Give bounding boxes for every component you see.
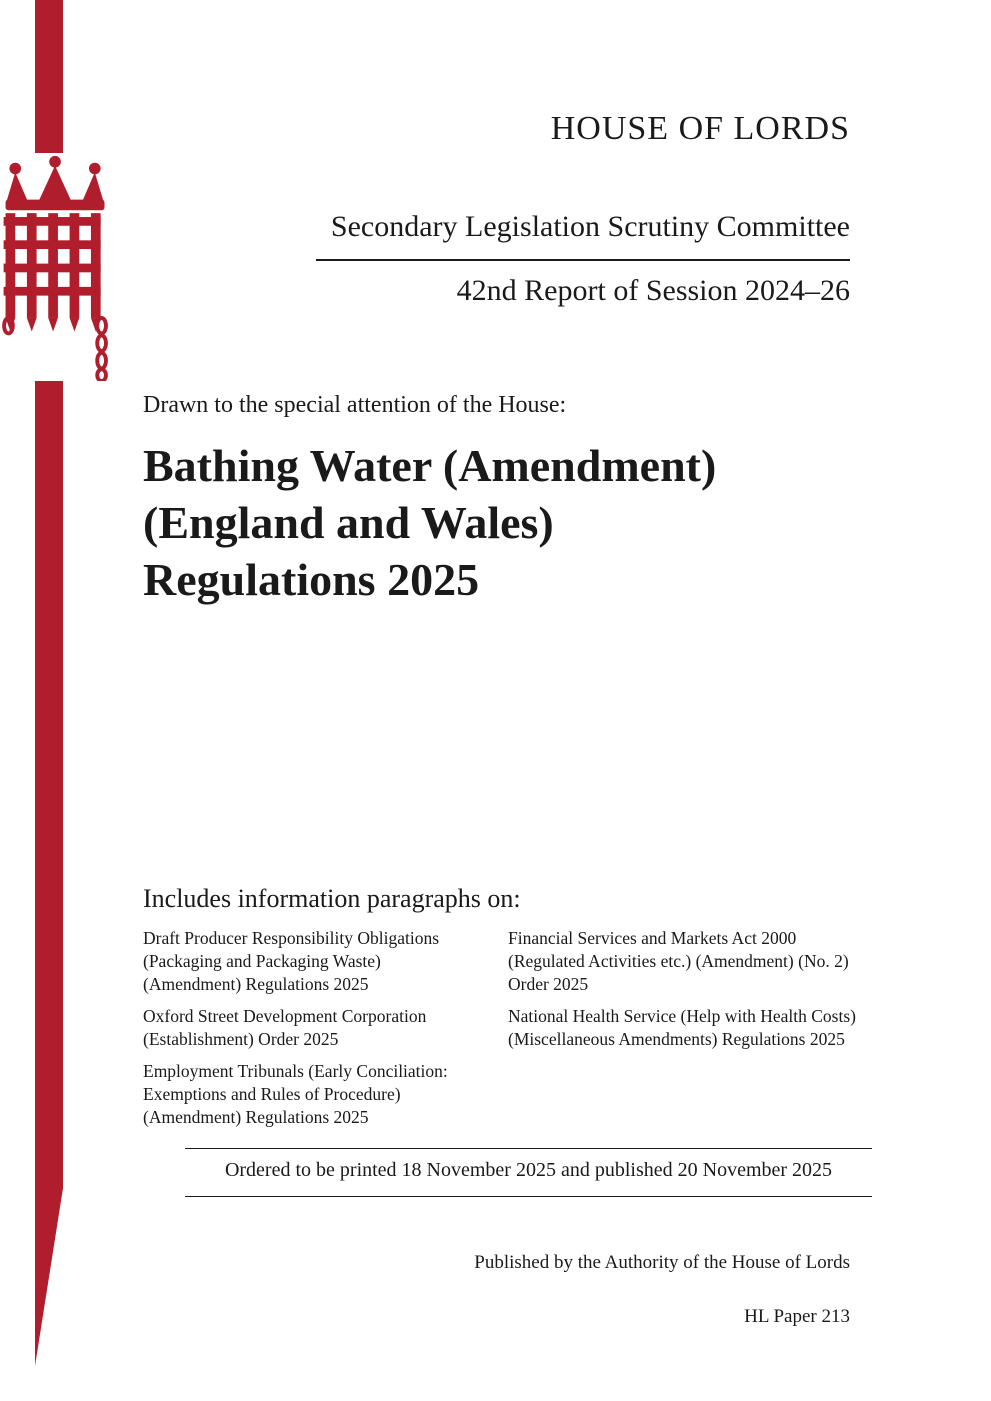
info-item: Employment Tribunals (Early Conciliation: Exemptions and Rules of Procedure) (Amendment) Regulations 2025 [143, 1061, 448, 1127]
footer-divider-top [185, 1148, 872, 1149]
portcullis-icon [0, 153, 112, 381]
instrument-title-line-3: Regulations 2025 [143, 554, 480, 605]
red-ribbon-tail [35, 378, 63, 1366]
info-item: National Health Service (Help with Health Costs) (Miscellaneous Amendments) Regulations 2025 [508, 1006, 856, 1049]
attention-intro: Drawn to the special attention of the House: [143, 392, 567, 418]
house-of-lords-logo [0, 153, 112, 381]
footer-divider-bottom [185, 1196, 872, 1197]
instrument-title-line-2: (England and Wales) [143, 497, 554, 548]
report-session-line: 42nd Report of Session 2024–26 [456, 274, 850, 307]
info-column-right [508, 927, 858, 1060]
committee-name: Secondary Legislation Scrutiny Committee [330, 210, 850, 243]
instrument-title [143, 437, 871, 608]
info-item: Oxford Street Development Corporation (Establishment) Order 2025 [143, 1006, 427, 1049]
info-item: Draft Producer Responsibility Obligations (Packaging and Packaging Waste) (Amendment) Regulations 2025 [143, 928, 440, 994]
red-ribbon-top [35, 0, 63, 158]
info-paragraphs-heading: Includes information paragraphs on: [143, 884, 521, 913]
info-item: Financial Services and Markets Act 2000 (Regulated Activities etc.) (Amendment) (No. 2) Order 2025 [508, 928, 849, 994]
ordered-printed-line: Ordered to be printed 18 November 2025 and published 20 November 2025 [224, 1159, 833, 1181]
committee-divider [316, 259, 850, 261]
info-column-left [143, 927, 473, 1138]
paper-number: HL Paper 213 [744, 1306, 850, 1327]
instrument-title-line-1: Bathing Water (Amendment) [143, 440, 717, 491]
published-authority-line: Published by the Authority of the House of Lords [474, 1252, 850, 1273]
page-title: HOUSE OF LORDS [550, 110, 850, 147]
